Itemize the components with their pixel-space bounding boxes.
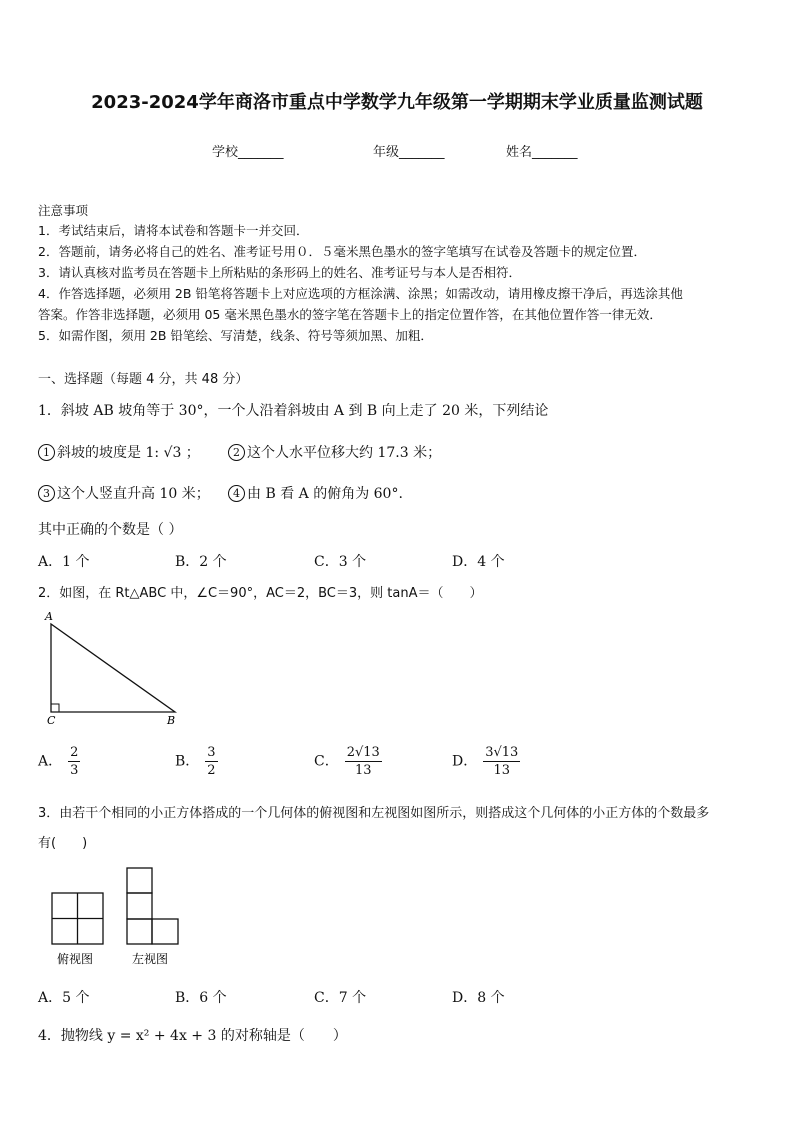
left-view-caption: 左视图 [132,952,169,966]
notice-item: 1．考试结束后，请将本试卷和答题卡一并交回． [38,223,309,238]
q1-statement-1: 1 斜坡的坡度是 1: √3 ； [38,442,200,462]
left-view-grid [127,868,178,944]
q2-option-a: A． $\frac{2}{3}$ [38,745,79,778]
triangle-figure [40,608,190,726]
notice-item: 5．如需作图，须用 2B 铅笔绘、写清楚，线条、符号等须加黑、加粗． [38,328,433,343]
q1-question: 其中正确的个数是（ ） [38,522,183,538]
grade-field: 年级_______ [373,145,445,160]
q1-stem: 1．斜坡 AB 坡角等于 30°，一个人沿着斜坡由 A 到 B 向上走了 20 米，下列结论 [38,403,549,419]
q1-statement-2: 2 这个人水平位移大约 17.3 米； [228,442,441,462]
right-angle-mark [51,704,59,712]
page-title: 2023-2024学年商洛市重点中学数学九年级第一学期期末学业质量监测试题 [91,92,703,113]
views-figure [48,864,188,968]
notice-item: 2．答题前，请务必将自己的姓名、准考证号用０．５毫米黑色墨水的签字笔填写在试卷及答题卡的规定位置． [38,244,646,259]
q1-option-c: C．3 个 [314,554,367,570]
fraction: $\frac{2}{3}$ [70,745,79,778]
circle-number: 2 [228,444,245,461]
q3-option-b: B．6 个 [175,990,227,1006]
name-field: 姓名_______ [506,145,578,160]
q2-option-d: D． $\frac{3√13}{13}$ [452,745,519,778]
vertex-c-label: C [47,714,56,726]
notice-item: 答案。作答非选择题，必须用 05 毫米黑色墨水的签字笔在答题卡上的指定位置作答，在其他位置作答一律无效． [38,307,662,322]
circle-number: 4 [228,485,245,502]
q1-statement-4: 4 由 B 看 A 的俯角为 60°. [228,483,403,503]
q4-stem: 4．抛物线 y = x² + 4x + 3 的对称轴是（ ） [38,1028,347,1044]
vertex-a-label: A [45,610,53,623]
fraction: $\frac{3}{2}$ [207,745,216,778]
q3-stem-line1: 3．由若干个相同的小正方体搭成的一个几何体的俯视图和左视图如图所示，则搭成这个几何体的小正方体的个数最多 [38,806,710,821]
vertex-b-label: B [167,714,176,726]
top-view-grid [52,893,103,944]
q3-stem-line2: 有( ) [38,836,88,851]
q3-option-d: D．8 个 [452,990,505,1006]
triangle-abc [51,624,175,712]
notice-heading: 注意事项 [38,203,89,218]
circle-number: 1 [38,444,55,461]
circle-number: 3 [38,485,55,502]
q2-option-c: C． $\frac{2√13}{13}$ [314,745,380,778]
notice-item: 3．请认真核对监考员在答题卡上所粘贴的条形码上的姓名、准考证号与本人是否相符． [38,265,521,280]
section-heading: 一、选择题（每题 4 分，共 48 分） [38,372,249,387]
top-view-caption: 俯视图 [57,952,94,966]
fraction: $\frac{2√13}{13}$ [346,745,380,778]
fraction: $\frac{3√13}{13}$ [485,745,519,778]
q2-option-b: B． $\frac{3}{2}$ [175,745,216,778]
q1-option-a: A．1 个 [38,554,90,570]
q1-statement-3: 3 这个人竖直升高 10 米； [38,483,210,503]
q1-option-d: D．4 个 [452,554,505,570]
q3-option-c: C．7 个 [314,990,367,1006]
school-field: 学校_______ [212,145,284,160]
q1-option-b: B．2 个 [175,554,227,570]
notice-item: 4．作答选择题，必须用 2B 铅笔将答题卡上对应选项的方框涂满、涂黑；如需改动，请用橡皮擦干净后，再选涂其他 [38,286,683,301]
q3-option-a: A．5 个 [38,990,90,1006]
q2-stem: 2．如图，在 Rt△ABC 中，∠C＝90°，AC＝2，BC＝3，则 tanA＝（ ） [38,586,483,601]
